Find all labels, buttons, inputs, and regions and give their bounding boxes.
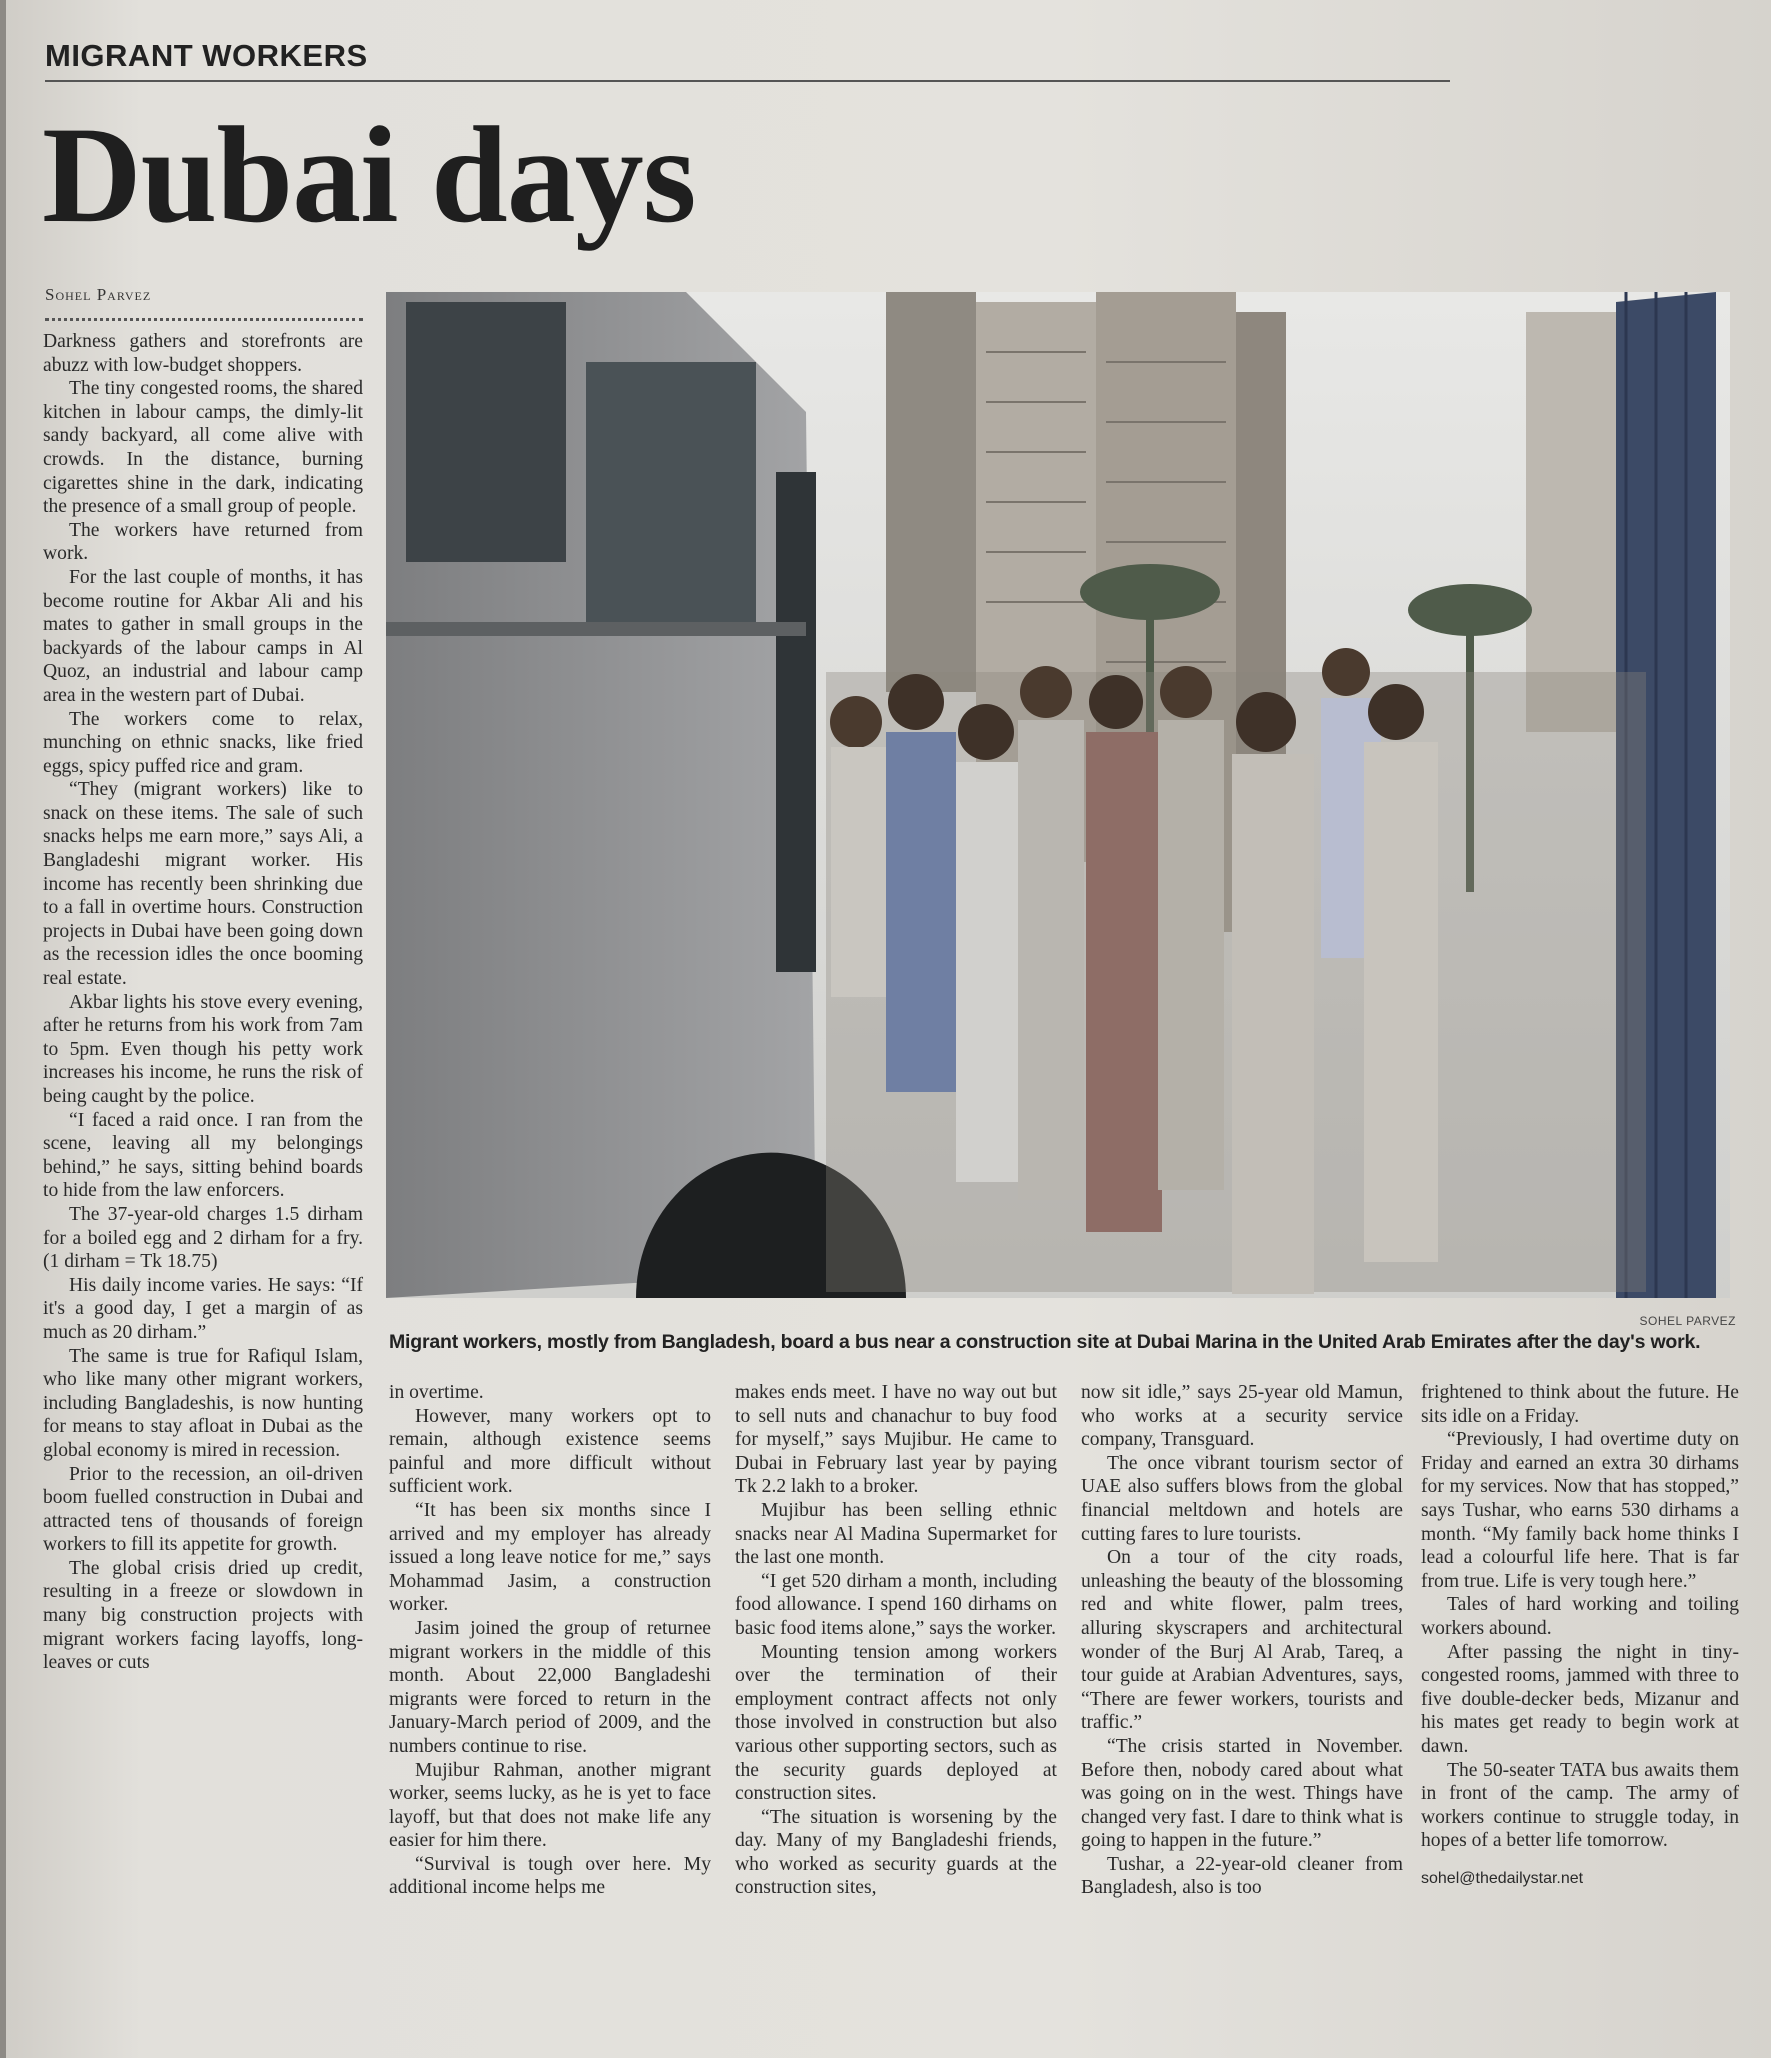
news-photo bbox=[386, 292, 1730, 1298]
article-paragraph: “The situation is worsening by the day. Many of my Bangladeshi friends, who worked as security guards at the construction sites, bbox=[735, 1806, 1057, 1899]
article-paragraph: For the last couple of months, it has become routine for Akbar Ali and his mates to gather in small groups in the backyards of the labour camps in Al Quoz, an industrial and labour camp area in the western part of Dubai. bbox=[43, 566, 363, 706]
headline: Dubai days bbox=[42, 98, 696, 251]
article-paragraph: Tales of hard working and toiling workers abound. bbox=[1421, 1594, 1739, 1639]
article-paragraph: After passing the night in tiny-congested rooms, jammed with three to five double-decker beds, Mizanur and his mates get ready to begin work at dawn. bbox=[1421, 1641, 1739, 1757]
photo-credit: SOHEL PARVEZ bbox=[1639, 1314, 1736, 1328]
section-label: MIGRANT WORKERS bbox=[45, 38, 368, 73]
article-paragraph: The tiny congested rooms, the shared kitchen in labour camps, the dimly-lit sandy backyard, all come alive with crowds. In the distance, burning cigarettes shine in the dark, indicating the presence of a small group of people. bbox=[43, 378, 363, 518]
article-paragraph: Darkness gathers and storefronts are abuzz with low-budget shoppers. bbox=[43, 331, 363, 376]
article-paragraph: Tushar, a 22-year-old cleaner from Bangladesh, also is too bbox=[1081, 1853, 1403, 1899]
article-column-1 bbox=[43, 330, 363, 1675]
article-paragraph: The global crisis dried up credit, resulting in a freeze or slowdown in many big construction projects with migrant workers facing layoffs, long-leaves or cuts bbox=[43, 1557, 363, 1674]
article-paragraph: However, many workers opt to remain, although existence seems painful and more difficult without sufficient work. bbox=[389, 1405, 711, 1498]
article-paragraph: now sit idle,” says 25-year old Mamun, who works at a security service company, Transguard. bbox=[1081, 1382, 1403, 1451]
article-column-4 bbox=[1081, 1381, 1403, 1900]
section-rule bbox=[45, 80, 1450, 82]
article-paragraph: “Previously, I had overtime duty on Friday and earned an extra 30 dirhams for my services. Now that has stopped,” says Tushar, who earns 530 dirhams a month. “My family back home thinks I lead a colourful life here. That is far from true. Life is very tough here.” bbox=[1421, 1429, 1739, 1592]
article-paragraph: “I get 520 dirham a month, including food allowance. I spend 160 dirhams on basic food items alone,” says the worker. bbox=[735, 1570, 1057, 1639]
article-paragraph: frightened to think about the future. He sits idle on a Friday. bbox=[1421, 1382, 1739, 1427]
article-paragraph: Akbar lights his stove every evening, after he returns from his work from 7am to 5pm. Even though his petty work increases his income, he runs the risk of being caught by the police. bbox=[43, 991, 363, 1107]
article-column-2 bbox=[389, 1381, 711, 1900]
article-paragraph: The workers have returned from work. bbox=[43, 519, 363, 565]
byline-dotted-rule bbox=[45, 318, 363, 321]
photo-caption: Migrant workers, mostly from Bangladesh, board a bus near a construction site at Dubai Marina in the United Arab Emirates after the day's work. bbox=[389, 1331, 1701, 1353]
article-paragraph: Mujibur has been selling ethnic snacks near Al Madina Supermarket for the last one month. bbox=[735, 1499, 1057, 1569]
article-paragraph: Prior to the recession, an oil-driven boom fuelled construction in Dubai and attracted tens of thousands of foreign workers to fill its appetite for growth. bbox=[43, 1463, 363, 1556]
article-paragraph: The 37-year-old charges 1.5 dirham for a boiled egg and 2 dirham for a fry. (1 dirham = Tk 18.75) bbox=[43, 1203, 363, 1273]
article-paragraph: The same is true for Rafiqul Islam, who like many other migrant workers, including Bangladeshis, is now hunting for means to stay afloat in Dubai as the global economy is mired in recession. bbox=[43, 1345, 363, 1461]
page-edge-shadow bbox=[0, 0, 6, 2058]
article-paragraph: in overtime. bbox=[389, 1382, 484, 1403]
article-paragraph: Jasim joined the group of returnee migrant workers in the middle of this month. About 22,000 Bangladeshi migrants were forced to return in the January-March period of 2009, and the numbers continue to rise. bbox=[389, 1617, 711, 1757]
article-paragraph: Mujibur Rahman, another migrant worker, seems lucky, as he is yet to face layoff, but that does not make life any easier for him there. bbox=[389, 1759, 711, 1852]
photo-illustration bbox=[386, 292, 1730, 1298]
article-paragraph: “I faced a raid once. I ran from the scene, leaving all my belongings behind,” he says, sitting behind boards to hide from the law enforcers. bbox=[43, 1109, 363, 1202]
article-paragraph: “They (migrant workers) like to snack on these items. The sale of such snacks helps me earn more,” says Ali, a Bangladeshi migrant worker. His income has recently been shrinking due to a fall in overtime hours. Construction projects in Dubai have been going down as the recession idles the once booming real estate. bbox=[43, 779, 363, 990]
article-paragraph: Mounting tension among workers over the termination of their employment contract affects not only those involved in construction but also various other supporting sectors, such as the security guards deployed at construction sites. bbox=[735, 1641, 1057, 1805]
author-email: sohel@thedailystar.net bbox=[1421, 1869, 1584, 1887]
crowd-of-workers bbox=[826, 648, 1646, 1294]
article-paragraph: “The crisis started in November. Before then, nobody cared about what was going on in the west. Things have changed very fast. I dare to think what is going to happen in the future.” bbox=[1081, 1735, 1403, 1852]
article-column-5 bbox=[1421, 1381, 1739, 1890]
tower-building bbox=[886, 292, 976, 692]
article-paragraph: “It has been six months since I arrived and my employer has already issued a long leave notice for me,” says Mohammad Jasim, a construction worker. bbox=[389, 1499, 711, 1616]
article-paragraph: The workers come to relax, munching on ethnic snacks, like fried eggs, spicy puffed rice and gram. bbox=[43, 708, 363, 777]
article-paragraph: makes ends meet. I have no way out but to sell nuts and chanachur to buy food for myself,” says Mujibur. He came to Dubai in February last year by paying Tk 2.2 lakh to a broker. bbox=[735, 1382, 1057, 1498]
article-column-3 bbox=[735, 1381, 1057, 1900]
article-paragraph: “Survival is tough over here. My additional income helps me bbox=[389, 1853, 711, 1899]
article-paragraph: The 50-seater TATA bus awaits them in front of the camp. The army of workers continue to struggle today, in hopes of a better life tomorrow. bbox=[1421, 1759, 1739, 1852]
tower-building bbox=[1526, 312, 1616, 732]
byline: Sohel Parvez bbox=[45, 285, 152, 304]
article-paragraph: The once vibrant tourism sector of UAE also suffers blows from the global financial meltdown and hotels are cutting fares to lure tourists. bbox=[1081, 1452, 1403, 1545]
article-paragraph: On a tour of the city roads, unleashing the beauty of the blossoming red and white flower, palm trees, alluring skyscrapers and architectural wonder of the Burj Al Arab, Tareq, a tour guide at Arabian Adventures, says, “There are fewer workers, tourists and traffic.” bbox=[1081, 1547, 1403, 1734]
article-paragraph: His daily income varies. He says: “If it's a good day, I get a margin of as much as 20 dirham.” bbox=[43, 1274, 363, 1343]
